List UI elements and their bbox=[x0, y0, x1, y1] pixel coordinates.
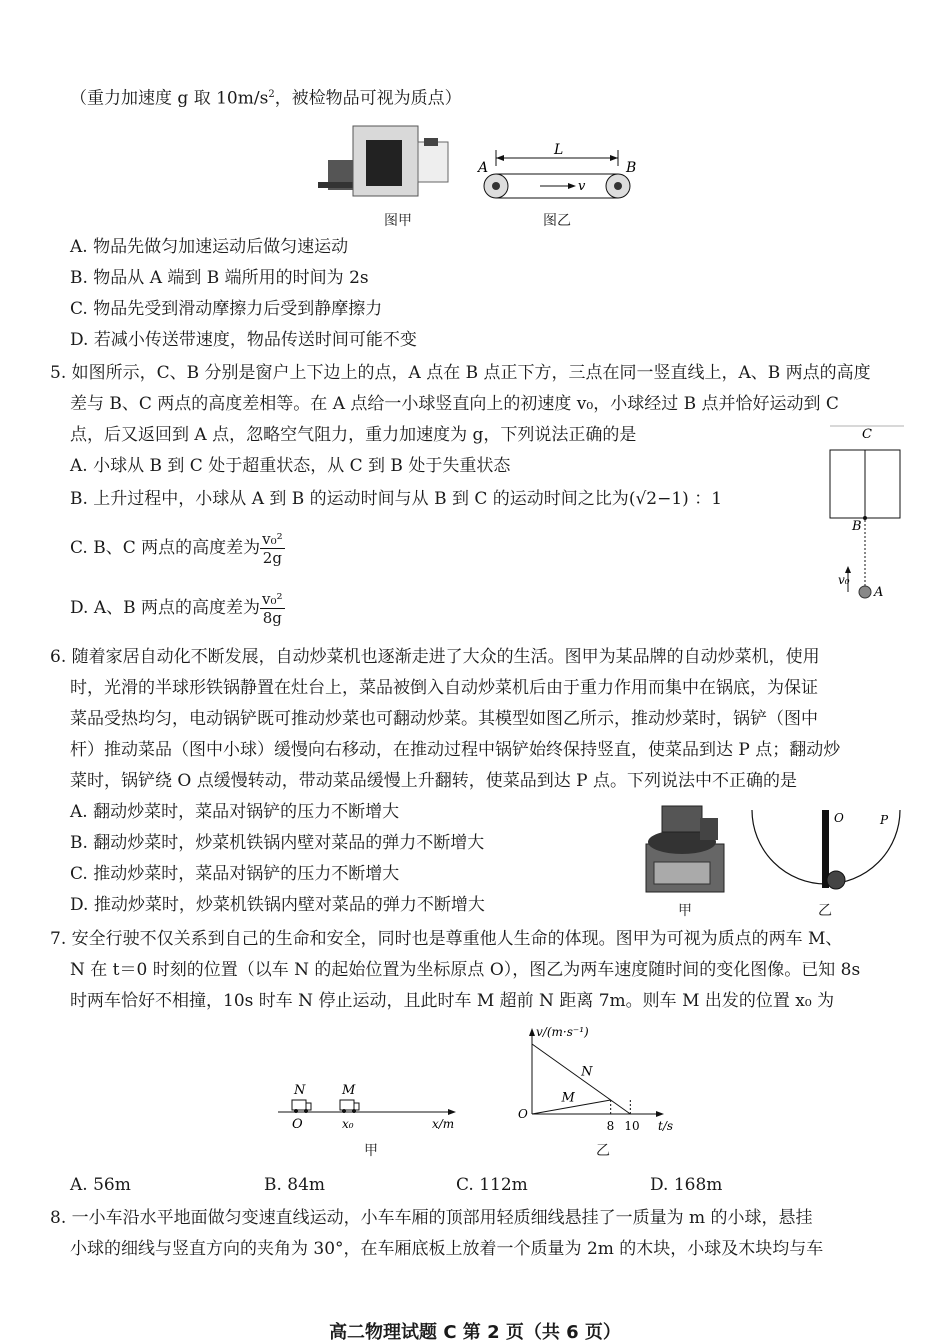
fig-label-C: C bbox=[862, 427, 872, 442]
q5-option-c-text: C. B、C 两点的高度差为 bbox=[70, 538, 261, 558]
q5-option-b-suffix: ：1 bbox=[694, 489, 723, 509]
q4-fig-jia-caption: 图甲 bbox=[384, 213, 412, 229]
fig-label-A: A bbox=[874, 585, 884, 600]
q5-option-b bbox=[70, 488, 722, 510]
q7-stem-line-2: N 在 t＝0 时刻的位置（以车 N 的起始位置为坐标原点 O），图乙为两车速度随时间的变化图像。已知 8s bbox=[70, 960, 861, 980]
fig-label-v0: v₀ bbox=[838, 573, 850, 587]
fig-label-P: P bbox=[880, 813, 889, 827]
series-N-label: N bbox=[581, 1064, 593, 1080]
q8-stem-line-2: 小球的细线与竖直方向的夹角为 30°，在车厢底板上放着一个质量为 2m 的木块，小球及木块均与车 bbox=[70, 1239, 824, 1259]
q6-option-b: B. 翻动炒菜时，炒菜机铁锅内壁对菜品的弹力不断增大 bbox=[70, 833, 485, 853]
gravity-note bbox=[70, 84, 462, 110]
q5-stem-line-1: 5. 如图所示，C、B 分别是窗户上下边上的点，A 点在 B 点正下方，三点在同一竖直线上，A、B 两点的高度 bbox=[50, 363, 871, 383]
q6-option-c: C. 推动炒菜时，菜品对锅铲的压力不断增大 bbox=[70, 864, 400, 884]
label-L: L bbox=[554, 142, 564, 158]
q5-d-numerator: v₀² bbox=[262, 590, 283, 608]
series-M-label: M bbox=[561, 1090, 575, 1106]
car-N-label: N bbox=[294, 1083, 306, 1098]
q6-stem-line-4: 杆）推动菜品（图中小球）缓慢向右移动，在推动过程中锅铲始终保持竖直，使菜品到达 P 点；翻动炒 bbox=[70, 740, 841, 760]
xray-scanner-figure bbox=[318, 120, 458, 200]
q7-option-c: C. 112m bbox=[456, 1175, 528, 1195]
gravity-note-suffix: ，被检物品可视为质点） bbox=[274, 88, 462, 109]
fig-label-O: O bbox=[834, 811, 844, 825]
q6-fig-yi-caption: 乙 bbox=[818, 903, 832, 919]
velocity-time-chart bbox=[510, 1020, 680, 1136]
q7-stem-line-3: 时两车恰好不相撞，10s 时车 N 停止运动，且此时车 M 超前 N 距离 7m。则车 M 出发的位置 x₀ 为 bbox=[70, 991, 835, 1011]
q7-fig-yi-caption: 乙 bbox=[596, 1143, 610, 1159]
v-axis-arrow bbox=[529, 1028, 535, 1036]
q7-option-b: B. 84m bbox=[264, 1175, 326, 1195]
label-v: v bbox=[578, 179, 586, 194]
tick-label-8: 8 bbox=[606, 1119, 615, 1133]
conveyor-belt-figure bbox=[474, 140, 644, 210]
label-A: A bbox=[478, 160, 489, 176]
wok-model-figure bbox=[748, 806, 904, 902]
q7-option-a: A. 56m bbox=[70, 1175, 131, 1195]
q5-stem-line-3: 点，后又返回到 A 点，忽略空气阻力，重力加速度为 g，下列说法正确的是 bbox=[70, 425, 637, 445]
gravity-note-sup: 2 bbox=[268, 89, 275, 100]
q5-option-d-fraction bbox=[260, 590, 285, 627]
cooking-machine-photo bbox=[640, 800, 730, 898]
fig-label-B: B bbox=[852, 519, 862, 534]
q4-option-b: B. 物品从 A 端到 B 端所用的时间为 2s bbox=[70, 268, 369, 288]
tick-label-10: 10 bbox=[624, 1119, 640, 1133]
x0-label: x₀ bbox=[342, 1117, 354, 1131]
q6-stem-line-1: 6. 随着家居自动化不断发展，自动炒菜机也逐渐走进了大众的生活。图甲为某品牌的自动炒菜机，使用 bbox=[50, 647, 820, 667]
q5-option-a: A. 小球从 B 到 C 处于超重状态，从 C 到 B 处于失重状态 bbox=[70, 456, 511, 476]
q5-option-d bbox=[70, 588, 285, 632]
t-axis-arrow bbox=[656, 1111, 664, 1117]
q5-option-c bbox=[70, 528, 285, 572]
cars-position-figure bbox=[272, 1074, 472, 1134]
q6-stem-line-5: 菜时，锅铲绕 O 点缓慢转动，带动菜品缓慢上升翻转，使菜品到达 P 点。下列说法中不正确的是 bbox=[70, 771, 797, 791]
q5-option-b-text: B. 上升过程中，小球从 A 到 B 的运动时间与从 B 到 C 的运动时间之比为 bbox=[70, 489, 629, 509]
q6-option-d: D. 推动炒菜时，炒菜机铁锅内壁对菜品的弹力不断增大 bbox=[70, 895, 485, 915]
x-axis-label: x/m bbox=[432, 1117, 455, 1131]
label-B: B bbox=[626, 160, 637, 176]
q5-option-b-ratio: (√2−1) bbox=[628, 489, 689, 509]
q6-stem-line-2: 时，光滑的半球形铁锅静置在灶台上，菜品被倒入自动炒菜机后由于重力作用而集中在锅底，为保证 bbox=[70, 678, 818, 698]
q5-c-numerator: v₀² bbox=[262, 530, 283, 548]
window-figure bbox=[824, 420, 910, 606]
q5-stem-line-2: 差与 B、C 两点的高度差相等。在 A 点给一小球竖直向上的初速度 v₀，小球经过 B 点并恰好运动到 C bbox=[70, 394, 839, 414]
q7-stem-line-1: 7. 安全行驶不仅关系到自己的生命和安全，同时也是尊重他人生命的体现。图甲为可视为质点的两车 M、 bbox=[50, 929, 843, 949]
q7-option-d: D. 168m bbox=[650, 1175, 723, 1195]
q6-fig-jia-caption: 甲 bbox=[678, 903, 692, 919]
t-axis-label: t/s bbox=[658, 1119, 674, 1133]
q5-option-d-text: D. A、B 两点的高度差为 bbox=[70, 598, 261, 618]
page-footer: 高二物理试题 C 第 2 页（共 6 页） bbox=[329, 1322, 621, 1343]
q4-option-d: D. 若减小传送带速度，物品传送时间可能不变 bbox=[70, 330, 417, 350]
v-axis-label: v/(m·s⁻¹) bbox=[536, 1025, 589, 1039]
q4-option-c: C. 物品先受到滑动摩擦力后受到静摩擦力 bbox=[70, 299, 383, 319]
q5-d-denominator: 8g bbox=[262, 609, 282, 627]
q4-option-a: A. 物品先做匀加速运动后做匀速运动 bbox=[70, 237, 349, 257]
q8-stem-line-1: 8. 一小车沿水平地面做匀变速直线运动，小车车厢的顶部用轻质细线悬挂了一质量为 m 的小球，悬挂 bbox=[50, 1208, 813, 1228]
q5-c-denominator: 2g bbox=[262, 549, 282, 567]
q6-stem-line-3: 菜品受热均匀，电动锅铲既可推动炒菜也可翻动炒菜。其模型如图乙所示，推动炒菜时，锅铲（图中 bbox=[70, 709, 818, 729]
q6-option-a: A. 翻动炒菜时，菜品对锅铲的压力不断增大 bbox=[70, 802, 400, 822]
q7-fig-jia-caption: 甲 bbox=[364, 1143, 378, 1159]
origin-O-label: O bbox=[292, 1117, 303, 1132]
car-M-label: M bbox=[342, 1083, 356, 1098]
gravity-note-text: （重力加速度 g 取 10m/s bbox=[70, 88, 269, 109]
q4-fig-yi-caption: 图乙 bbox=[543, 213, 571, 229]
chart-origin-label: O bbox=[518, 1107, 528, 1121]
q5-option-c-fraction bbox=[260, 530, 285, 567]
